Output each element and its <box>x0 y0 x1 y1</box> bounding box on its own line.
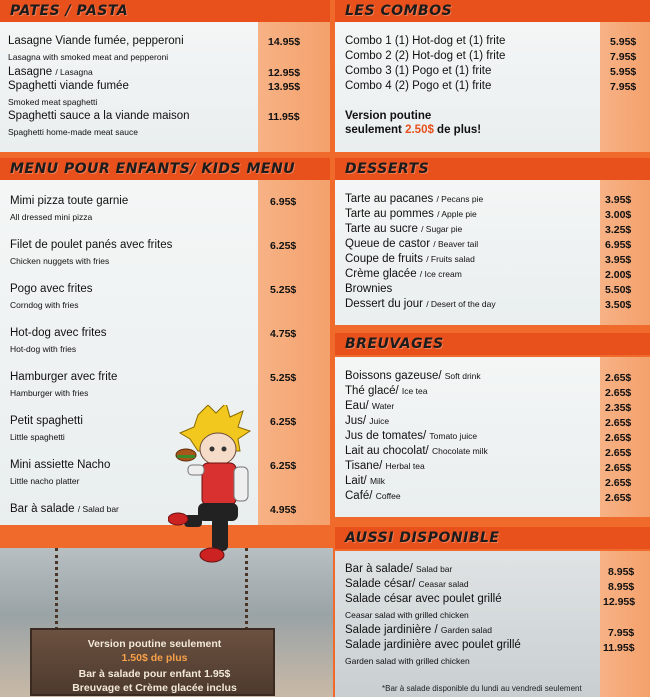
sign-line-2: 1.50$ de plus <box>121 652 188 664</box>
breuvages-header: BREUVAGES <box>335 333 650 355</box>
kids-item-1: Mimi pizza toute garnie <box>10 195 129 207</box>
aussi-item-1: Bar à salade/ Salad bar <box>345 563 453 575</box>
kids-item-5: Hamburger avec frite <box>10 371 118 383</box>
breuvage-6: Lait au chocolat/ Chocolate milk <box>345 445 488 457</box>
aussi-item-4: Salade jardinière / Garden salad <box>345 624 492 636</box>
dessert-8: Dessert du jour / Desert of the day <box>345 298 496 310</box>
pates-item-1-price: 14.95$ <box>268 36 301 48</box>
kids-item-1-price: 6.95$ <box>270 196 297 208</box>
breuvage-5: Jus de tomates/ Tomato juice <box>345 430 478 442</box>
breuvage-1: Boissons gazeuse/ Soft drink <box>345 370 481 382</box>
dessert-7: Brownies <box>345 283 393 295</box>
pates-item-2: Lasagne / Lasagna <box>8 66 93 78</box>
dessert-6: Crème glacée / Ice cream <box>345 268 462 280</box>
sign-line-4: Breuvage et Crème glacée inclus <box>72 682 237 694</box>
sign-chain-left <box>55 548 63 630</box>
breuvage-2-price: 2.65$ <box>605 387 632 399</box>
pates-item-1-en: Lasagna with smoked meat and pepperoni <box>8 52 169 62</box>
kids-item-7-en: Little nacho platter <box>10 476 80 486</box>
kids-item-7-price: 6.25$ <box>270 460 297 472</box>
kids-item-2-en: Chicken nuggets with fries <box>10 256 110 266</box>
wooden-sign <box>30 628 275 696</box>
dessert-3-price: 3.25$ <box>605 224 632 236</box>
aussi-item-3-en: Ceasar salad with grilled chicken <box>345 610 469 620</box>
aussi-item-2-price: 8.95$ <box>608 581 635 593</box>
breuvage-7: Tisane/ Herbal tea <box>345 460 425 472</box>
combos-header: LES COMBOS <box>335 0 650 22</box>
cartoon-mascot-illustration <box>168 405 263 570</box>
aussi-header: AUSSI DISPONIBLE <box>335 527 650 549</box>
breuvage-7-price: 2.65$ <box>605 462 632 474</box>
pates-item-1: Lasagne Viande fumée, pepperoni <box>8 35 184 47</box>
pates-item-3: Spaghetti viande fumée <box>8 80 129 92</box>
dessert-7-price: 5.50$ <box>605 284 632 296</box>
kids-item-2: Filet de poulet panés avec frites <box>10 239 173 251</box>
combos-promo: Version poutine seulement 2.50$ de plus! <box>345 110 482 136</box>
breuvage-3-price: 2.35$ <box>605 402 632 414</box>
kids-item-5-price: 5.25$ <box>270 372 297 384</box>
breuvage-8: Lait/ Milk <box>345 475 386 487</box>
breuvage-2: Thé glacé/ Ice tea <box>345 385 428 397</box>
dessert-3: Tarte au sucre / Sugar pie <box>345 223 463 235</box>
dessert-2: Tarte au pommes / Apple pie <box>345 208 477 220</box>
desserts-header: DESSERTS <box>335 158 650 180</box>
aussi-item-5: Salade jardinière avec poulet grillé <box>345 639 521 651</box>
dessert-5-price: 3.95$ <box>605 254 632 266</box>
dessert-1-price: 3.95$ <box>605 194 632 206</box>
dessert-6-price: 2.00$ <box>605 269 632 281</box>
combo-1: Combo 1 (1) Hot-dog et (1) frite <box>345 35 506 47</box>
breuvage-9-price: 2.65$ <box>605 492 632 504</box>
dessert-4-price: 6.95$ <box>605 239 632 251</box>
combo-3-price: 5.95$ <box>610 66 637 78</box>
kids-item-1-en: All dressed mini pizza <box>10 212 93 222</box>
kids-item-2-price: 6.25$ <box>270 240 297 252</box>
breuvage-4: Jus/ Juice <box>345 415 390 427</box>
kids-item-6: Petit spaghetti <box>10 415 83 427</box>
pates-item-3-price: 13.95$ <box>268 81 301 93</box>
pates-item-2-price: 12.95$ <box>268 67 301 79</box>
pates-item-4: Spaghetti sauce a la viande maison <box>8 110 190 122</box>
breuvage-5-price: 2.65$ <box>605 432 632 444</box>
aussi-item-1-price: 8.95$ <box>608 566 635 578</box>
aussi-item-3: Salade césar avec poulet grillé <box>345 593 502 605</box>
aussi-item-2: Salade césar/ Ceasar salad <box>345 578 469 590</box>
kids-header: MENU POUR ENFANTS/ KIDS MENU <box>0 158 330 180</box>
aussi-item-5-en: Garden salad with grilled chicken <box>345 656 470 666</box>
kids-item-7: Mini assiette Nacho <box>10 459 111 471</box>
combo-4: Combo 4 (2) Pogo et (1) frite <box>345 80 492 92</box>
pates-header: PATES / PASTA <box>0 0 330 22</box>
pates-item-4-en: Spaghetti home-made meat sauce <box>8 127 138 137</box>
aussi-item-5-price: 11.95$ <box>603 642 635 654</box>
dessert-4: Queue de castor / Beaver tail <box>345 238 479 250</box>
kids-item-6-price: 6.25$ <box>270 416 297 428</box>
combo-1-price: 5.95$ <box>610 36 637 48</box>
combo-2: Combo 2 (2) Hot-dog et (1) frite <box>345 50 506 62</box>
breuvage-3: Eau/ Water <box>345 400 395 412</box>
breuvage-4-price: 2.65$ <box>605 417 632 429</box>
kids-item-3-price: 5.25$ <box>270 284 297 296</box>
kids-item-6-en: Little spaghetti <box>10 432 65 442</box>
dessert-5: Coupe de fruits / Fruits salad <box>345 253 475 265</box>
kids-item-8-price: 4.95$ <box>270 504 297 516</box>
dessert-2-price: 3.00$ <box>605 209 632 221</box>
kids-item-3-en: Corndog with fries <box>10 300 79 310</box>
pates-item-3-en: Smoked meat spaghetti <box>8 97 98 107</box>
aussi-item-4-price: 7.95$ <box>608 627 635 639</box>
kids-item-3: Pogo avec frites <box>10 283 93 295</box>
pates-item-4-price: 11.95$ <box>268 111 300 123</box>
kids-item-4-en: Hot-dog with fries <box>10 344 77 354</box>
kids-item-4-price: 4.75$ <box>270 328 297 340</box>
combo-4-price: 7.95$ <box>610 81 637 93</box>
kids-item-8: Bar à salade / Salad bar <box>10 503 119 515</box>
sign-line-3: Bar à salade pour enfant 1.95$ <box>78 668 231 680</box>
salad-bar-footnote: *Bar à salade disponible du lundi au vendredi seulement <box>382 684 582 693</box>
breuvage-9: Café/ Coffee <box>345 490 401 502</box>
aussi-item-3-price: 12.95$ <box>603 596 636 608</box>
breuvage-6-price: 2.65$ <box>605 447 632 459</box>
kids-item-5-en: Hamburger with fries <box>10 388 89 398</box>
combo-2-price: 7.95$ <box>610 51 637 63</box>
dessert-1: Tarte au pacanes / Pecans pie <box>345 193 484 205</box>
combo-3: Combo 3 (1) Pogo et (1) frite <box>345 65 492 77</box>
sign-line-1: Version poutine seulement <box>87 638 222 650</box>
breuvage-8-price: 2.65$ <box>605 477 632 489</box>
kids-item-4: Hot-dog avec frites <box>10 327 107 339</box>
breuvage-1-price: 2.65$ <box>605 372 632 384</box>
dessert-8-price: 3.50$ <box>605 299 632 311</box>
kids-price-band <box>258 180 330 525</box>
